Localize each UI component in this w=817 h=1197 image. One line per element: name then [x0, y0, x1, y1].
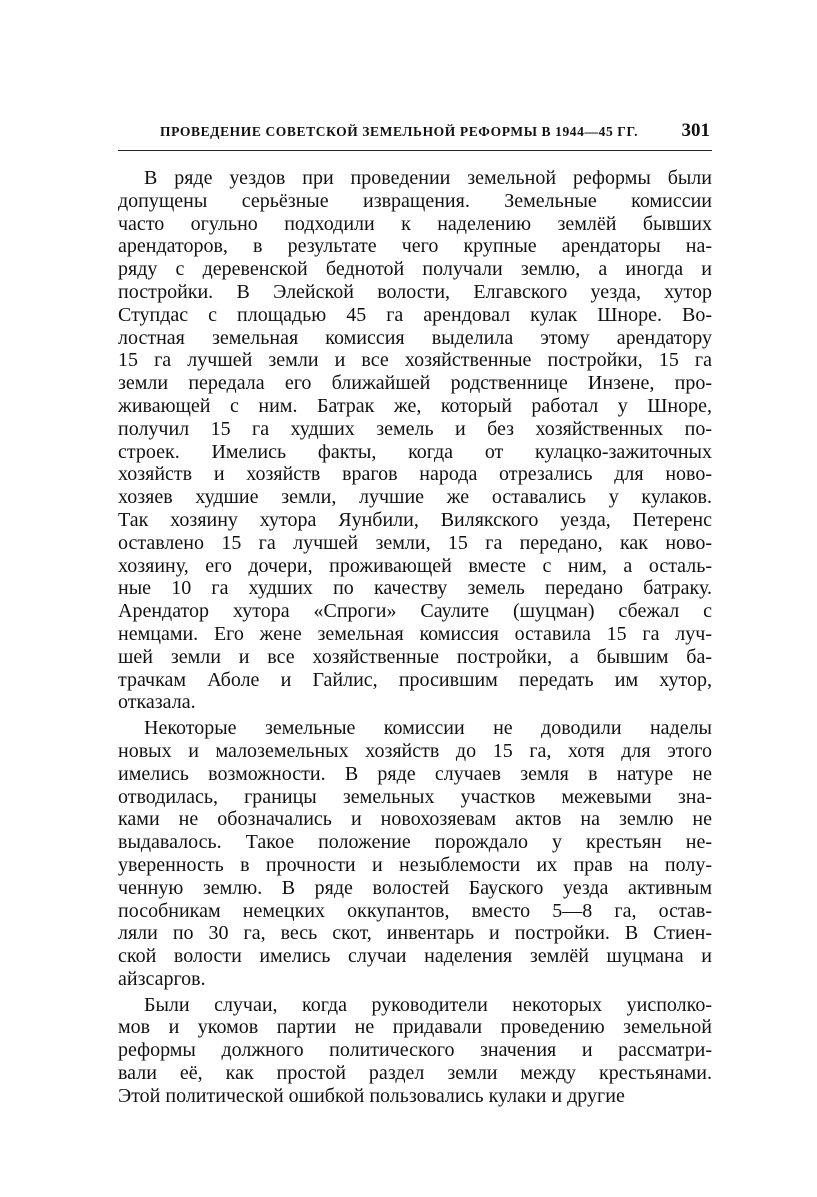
text-line: Некоторые земельные комиссии не доводили наделы — [144, 717, 712, 740]
text-line: хозяев худшие земли, лучшие же оставались у кулаков. — [118, 486, 712, 509]
text-line: лостная земельная комиссия выделила этому арендатору — [118, 326, 712, 349]
text-line: В ряде уездов при проведении земельной реформы были — [144, 167, 712, 189]
text-line: Ступдас с площадью 45 га арендовал кулак Шноре. Во- — [118, 303, 712, 326]
text-line: ряду с деревенской беднотой получали землю, а иногда и — [118, 258, 712, 281]
text-line: ками не обозначались и новохозяевам актов на землю не — [118, 808, 712, 831]
text-line: немцами. Его жене земельная комиссия оставила 15 га луч- — [118, 622, 712, 645]
text-line: 15 га лучшей земли и все хозяйственные постройки, 15 га — [118, 349, 712, 372]
text-line: ные 10 га худших по качеству земель передано батраку. — [118, 577, 712, 600]
text-line: Так хозяину хутора Яунбили, Вилякского уезда, Петеренс — [118, 508, 712, 531]
paragraph — [118, 994, 712, 1108]
text-line: живающей с ним. Батрак же, который работал у Шноре, — [118, 394, 712, 417]
text-line: отказала. — [118, 691, 196, 714]
text-line: имелись возможности. В ряде случаев земля в натуре не — [118, 762, 712, 785]
running-title: ПРОВЕДЕНИЕ СОВЕТСКОЙ ЗЕМЕЛЬНОЙ РЕФОРМЫ В 1944—45 ГГ. — [160, 124, 639, 139]
text-line: постройки. В Элейской волости, Елгавского уезда, хутор — [118, 280, 712, 303]
text-line: вали её, как простой раздел земли между крестьянами. — [118, 1062, 712, 1085]
text-line: хозяину, его дочери, проживающей вместе с ним, а осталь- — [118, 554, 712, 577]
text-line: ской волости имелись случаи наделения землёй шуцмана и — [118, 945, 712, 968]
text-line: шей земли и все хозяйственные постройки, а бывшим ба- — [118, 645, 712, 668]
text-line: новых и малоземельных хозяйств до 15 га, хотя для этого — [118, 739, 712, 762]
text-line: Арендатор хутора «Спроги» Саулите (шуцман) сбежал с — [118, 600, 712, 623]
text-line: отводилась, границы земельных участков межевыми зна- — [118, 785, 712, 808]
paragraph — [118, 717, 712, 991]
text-line: трачкам Аболе и Гайлис, просившим передать им хутор, — [118, 668, 712, 691]
paragraph — [118, 167, 712, 714]
text-line: ляли по 30 га, весь скот, инвентарь и постройки. В Стиен- — [118, 922, 712, 945]
text-line: хозяйств и хозяйств врагов народа отрезались для ново- — [118, 463, 712, 486]
text-line: ченную землю. В ряде волостей Бауского уезда активным — [118, 876, 712, 899]
text-line: реформы должного политического значения и рассматри- — [118, 1039, 712, 1062]
text-line: уверенность в прочности и незыблемости их прав на полу- — [118, 853, 712, 876]
running-header — [118, 120, 712, 151]
text-line: часто огульно подходили к наделению землёй бывших — [118, 212, 712, 235]
body-text — [118, 167, 712, 1108]
text-line: строек. Имелись факты, когда от кулацко-зажиточных — [118, 440, 712, 463]
text-line: выдавалось. Такое положение порождало у крестьян не- — [118, 831, 712, 854]
text-line: Этой политической ошибкой пользовались кулаки и другие — [118, 1084, 625, 1107]
text-line: земли передала его ближайшей родственнице Инзене, про- — [118, 372, 712, 395]
text-line: Были случаи, когда руководители некоторых уисполко- — [144, 993, 712, 1016]
text-line: пособникам немецких оккупантов, вместо 5—8 га, остав- — [118, 899, 712, 922]
text-line: арендаторов, в результате чего крупные арендаторы на- — [118, 235, 712, 258]
page-number: 301 — [681, 120, 710, 141]
text-line: мов и укомов партии не придавали проведению земельной — [118, 1016, 712, 1039]
text-line: оставлено 15 га лучшей земли, 15 га передано, как ново- — [118, 531, 712, 554]
text-line: айзсаргов. — [118, 967, 206, 990]
text-line: получил 15 га худших земель и без хозяйственных по- — [118, 417, 712, 440]
text-line: допущены серьёзные извращения. Земельные комиссии — [118, 189, 712, 212]
